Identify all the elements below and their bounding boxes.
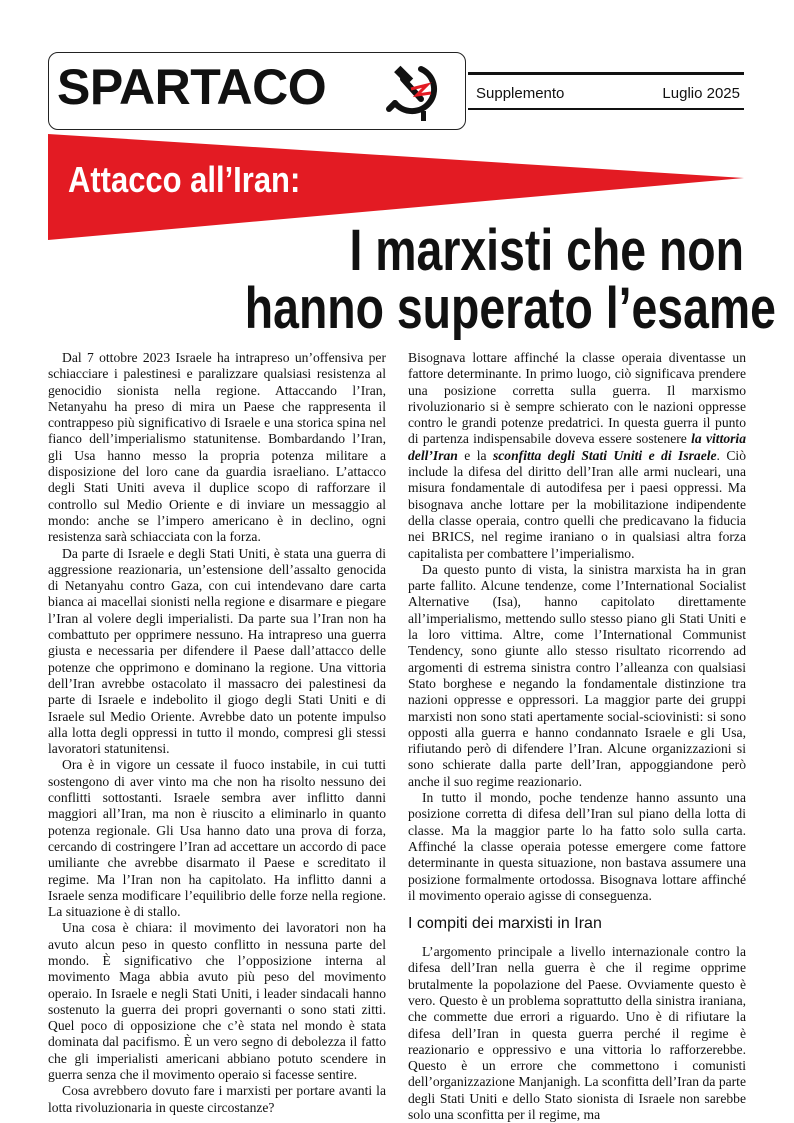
text-run: Bisognava lottare affinché la classe operaia diventasse un fattore determinante. In primo luogo, ciò significava prendere una posizione corretta sulla guerra. Il marxismo rivoluzionario si è sempre schierato con le nazioni oppresse contro le grandi potenze predatrici. In questa guerra il punto di partenza indispensabile doveva essere sostenere (408, 350, 746, 447)
left-column (48, 350, 386, 1116)
right-column (408, 350, 746, 1123)
headline (120, 218, 776, 341)
text-run: . Ciò include la difesa del diritto dell’Iran alle armi nucleari, una misura fondamentale di autodifesa per i paesi oppressi. Ma bisognava anche lottare per la mobilitazione indipendente della classe operaia, contro quelli che predicavano la fiducia nei BRICS, nel regime iraniano o in qualsiasi altra forza capitalista per combattere l’imperialismo. (408, 447, 747, 561)
text-run: e la (457, 447, 493, 463)
paragraph: L’argomento principale a livello internazionale contro la difesa dell’Iran nella guerra è che il regime opprime brutalmente la popolazione del Paese. Ovviamente questo è vero. Questo è un problema soprattutto della sinistra iraniana, che commette due errori a riguardo. Uno è di rifiutare la difesa dell’Iran in questa guerra perché il regime è reazionario e oppressivo e una vittoria lo rafforzerebbe. Questo è un errore che commettono i comunisti dell’organizzazione Manjanigh. La sconfitta dell’Iran da parte degli Stati Uniti e dello Stato sionista di Israele non sarebbe solo una sconfitta per il regime, ma (408, 944, 746, 1123)
kicker: Attacco all’Iran: (68, 159, 301, 200)
headline-line-2: hanno superato l’esame (244, 276, 776, 341)
section-subhead: I compiti dei marxisti in Iran (408, 915, 602, 933)
masthead-rule-bottom (468, 108, 744, 110)
headline-line-1: I marxisti che non (349, 218, 744, 283)
supplement-label: Supplemento (476, 85, 565, 102)
masthead-title: SPARTACO (57, 59, 327, 115)
paragraph: Una cosa è chiara: il movimento dei lavoratori non ha avuto alcun peso in questo conflitto in nessuna parte del mondo. È significativo che l’opposizione interna al movimento Maga abbia avuto più peso del movimento operaio. In Israele e negli Stati Uniti, i leader sindacali hanno sostenuto la guerra dei propri governanti o sono stati zitti. Quel poco di opposizione che c’è stata nel mondo è stata dominata dal pacifismo. È un vero segno di debolezza il fatto che gli imperialisti americani abbiano potuto scendere in guerra senza che il movimento operaio si facesse sentire. (48, 920, 386, 1083)
paragraph: Da questo punto di vista, la sinistra marxista ha in gran parte fallito. Alcune tendenze, come l’International Socialist Alternative (Isa), hanno capitolato direttamente all’imperialismo, mettendo sullo stesso piano gli Stati Uniti e la loro vittima. Altre, come l’International Communist Tendency, sono giunte allo stesso risultato ricorrendo ad argomenti di estrema sinistra contro l’alleanza con qualsiasi Stato borghese e negando la fondamentale distinzione tra nazioni oppresse e oppressori. La maggior parte dei gruppi marxisti non sono stati apertamente social-sciovinisti: si sono opposti alla guerra e hanno condannato Israele e gli Usa, rifiutando però di difendere l’Iran. Alcune organizzazioni si sono schierate dalla parte dell’Iran, appoggiandone però anche il suo regime reazionario. (408, 561, 746, 789)
paragraph: Ora è in vigore un cessate il fuoco instabile, in cui tutti sostengono di aver vinto ma che non ha risolto nessuno dei conflitti sottostanti. Israele sembra aver inflitto danni maggiori all’Iran, ma non è riuscito a eliminarlo in quanto potenza regionale. Gli Usa hanno dato una prova di forza, cercando di costringere l’Iran ad accettare un accordo di pace umiliante che avrebbe disarmato il Paese e screditato il regime. Ma l’Iran non ha capitolato. Ha inflitto danni a Israele senza modificare l’equilibrio delle forze nella regione. La situazione è di stallo. (48, 757, 386, 920)
emphasis: sconfitta degli Stati Uniti e di Israele (492, 447, 717, 463)
paragraph: In tutto il mondo, poche tendenze hanno assunto una posizione corretta di difesa dell’Iran sul piano della lotta di classe. Ma la maggior parte lo ha fatto solo sulla carta. Affinché la classe operaia potesse emergere come fattore determinante in questa situazione, non bastava assumere una posizione formalmente ortodossa. Bisognava lottare affinché il movimento operaio agisse di conseguenza. (408, 790, 746, 903)
hammer-and-sickle-icon (381, 59, 445, 123)
emphasis: la vittoria dell’Iran (408, 431, 747, 463)
paragraph: Cosa avrebbero dovuto fare i marxisti per portare avanti la lotta rivoluzionaria in queste circostanze? (48, 1083, 386, 1115)
masthead-rule-top (468, 72, 744, 75)
paragraph: Da parte di Israele e degli Stati Uniti, è stata una guerra di aggressione reazionaria, un’estensione dell’assalto genocida di Netanyahu contro Gaza, con cui intendevano dare carta bianca ai macellai sionisti nella regione e disarmare e piegare l’Iran al volere degli imperialisti. Da parte sua l’Iran non ha combattuto per opprimere nessuno. Ha intrapreso una guerra giusta e necessaria per difendere il Paese dall’attacco delle potenze che opprimono e dominano la regione. Una vittoria dell’Iran avrebbe ostacolato il massacro dei palestinesi da parte di Israele e indebolito il giogo degli Stati Uniti e di Israele sul Medio Oriente. Avrebbe dato un potente impulso alla lotta degli oppressi in tutto il mondo, compresi gli stessi lavoratori statunitensi. (48, 545, 386, 757)
masthead-box (48, 52, 466, 130)
issue-date: Luglio 2025 (662, 85, 740, 102)
paragraph (408, 350, 746, 562)
paragraph: Dal 7 ottobre 2023 Israele ha intrapreso un’offensiva per schiacciare i palestinesi e paralizzare qualsiasi resistenza al genocidio sionista nella regione. Attaccando l’Iran, Netanyahu ha preso di mira un Paese che rappresenta il contrappeso più significativo di Israele e una storica spina nel fianco dell’imperialismo statunitense. Bombardando l’Iran, gli Usa hanno messo la propria potenza militare a disposizione del loro cane da guardia israeliano. L’attacco degli Stati Uniti aveva il duplice scopo di rafforzare il controllo sul Medio Oriente e di inviare un messaggio al mondo: anche se l’impero americano è in declino, ogni resistenza sarà schiacciata con la forza. (48, 350, 386, 545)
